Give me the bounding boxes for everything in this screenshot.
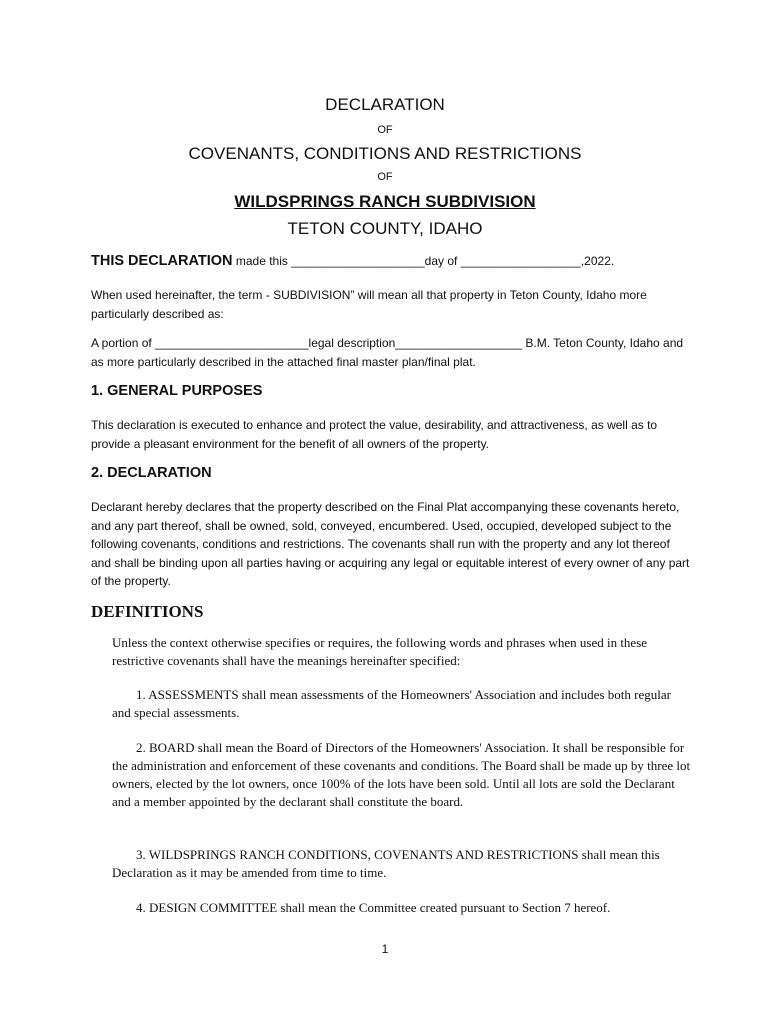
of-label-1: OF — [377, 124, 393, 136]
declaration-made-line — [91, 253, 614, 269]
section-heading-declaration: 2. DECLARATION — [91, 465, 212, 481]
declaration-lead: THIS DECLARATION — [91, 253, 233, 269]
made-this-text: made this ____________________day of __________________,2022. — [232, 254, 615, 268]
general-purposes-text: This declaration is executed to enhance and protect the value, desirability, and attractiveness, as well as to provide a pleasant environment for the benefit of all owners of the property. — [91, 418, 658, 451]
definition-item-assessments — [112, 686, 692, 722]
term-paragraph: When used hereinafter, the term - SUBDIVISION” will mean all that property in Teton County, Idaho more particularly described as: — [91, 288, 647, 321]
subdivision-name: WILDSPRINGS RANCH SUBDIVISION — [234, 192, 536, 211]
page-number: 1 — [381, 942, 389, 956]
definition-text: 2. BOARD shall mean the Board of Directors of the Homeowners' Association. It shall be responsible for the administration and enforcement of these covenants and conditions. The Board shall be made up by three lot owners, elected by the lot owners, once 100% of the lots have been sold. Until all lots are sold the Declarant and a member appointed by the declarant shall constitute the board. — [112, 740, 691, 809]
county-name: TETON COUNTY, IDAHO — [287, 219, 483, 238]
definition-text: 4. DESIGN COMMITTEE shall mean the Committee created pursuant to Section 7 hereof. — [136, 900, 611, 915]
document-subtitle: COVENANTS, CONDITIONS AND RESTRICTIONS — [188, 144, 582, 163]
portion-paragraph: A portion of _______________________legal description___________________ B.M. Teton County, Idaho and as more particularly described in the attached final master plan/final plat. — [91, 336, 684, 369]
definition-text: 3. WILDSPRINGS RANCH CONDITIONS, COVENANTS AND RESTRICTIONS shall mean this Declaration as it may be amended from time to time. — [112, 847, 660, 880]
section-heading-general-purposes: 1. GENERAL PURPOSES — [91, 383, 263, 399]
definition-item-board — [112, 739, 692, 811]
definition-text: 1. ASSESSMENTS shall mean assessments of the Homeowners' Association and includes both regular and special assessments. — [112, 687, 671, 720]
definition-item-ccr — [112, 846, 692, 882]
definitions-heading: DEFINITIONS — [91, 602, 204, 621]
definitions-intro: Unless the context otherwise specifies or requires, the following words and phrases when used in these restrictive covenants shall have the meanings hereinafter specified: — [112, 635, 648, 668]
document-title: DECLARATION — [325, 95, 445, 114]
of-label-2: OF — [377, 171, 393, 183]
declaration-text: Declarant hereby declares that the property described on the Final Plat accompanying these covenants hereto, and any part thereof, shall be owned, sold, conveyed, encumbered. Used, occupied, developed subject to the following covenants, conditions and restrictions. The covenants shall run with the property and any lot thereof and shall be binding upon all parties having or acquiring any legal or equitable interest of every owner of any part of the property. — [91, 500, 690, 588]
definition-item-design-committee — [112, 899, 692, 917]
